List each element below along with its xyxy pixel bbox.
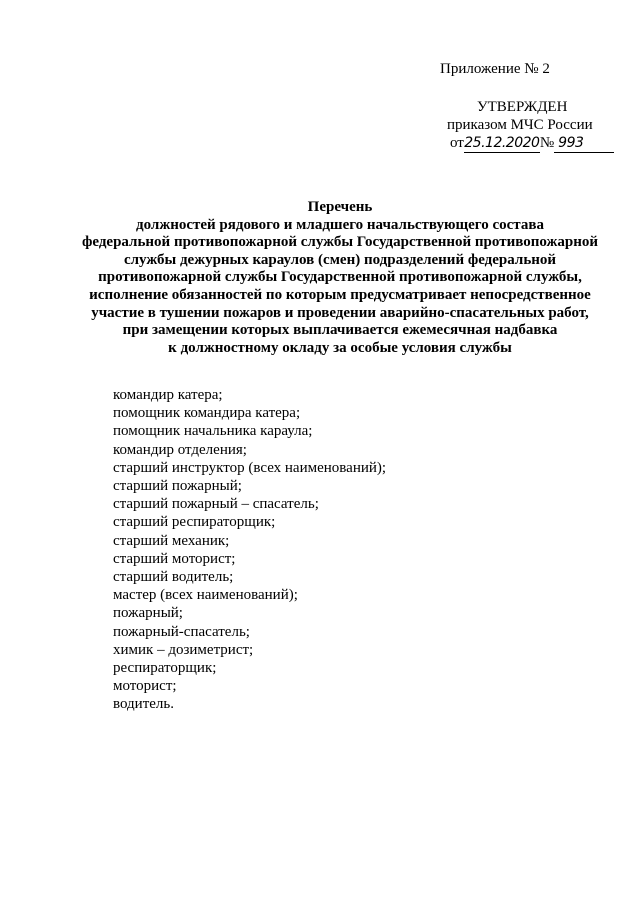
list-item: командир отделения; bbox=[113, 441, 247, 458]
list-item: старший респираторщик; bbox=[113, 514, 276, 531]
title-heading: Перечень bbox=[307, 199, 373, 215]
handwritten-date: 25.12.2020 bbox=[464, 135, 540, 151]
list-item: респираторщик; bbox=[113, 660, 217, 677]
list-item: старший механик; bbox=[113, 532, 230, 549]
order-date-number-line bbox=[440, 134, 610, 153]
list-item: моторист; bbox=[113, 678, 177, 695]
approved-label: УТВЕРЖДЕН bbox=[477, 99, 568, 115]
list-item: старший пожарный; bbox=[113, 478, 242, 495]
handwritten-number: 993 bbox=[554, 134, 614, 153]
title-line: к должностному окладу за особые условия службы bbox=[168, 339, 512, 356]
from-label: от bbox=[450, 135, 464, 151]
list-item: старший инструктор (всех наименований); bbox=[113, 459, 387, 476]
title-line: при замещении которых выплачивается ежемесячная надбавка bbox=[122, 322, 558, 339]
list-item: старший моторист; bbox=[113, 550, 236, 567]
order-by-label: приказом МЧС России bbox=[447, 117, 593, 133]
positions-list bbox=[113, 386, 593, 714]
list-item: старший пожарный – спасатель; bbox=[113, 496, 319, 513]
list-item: водитель. bbox=[113, 696, 174, 713]
document-title bbox=[60, 199, 620, 357]
approval-block bbox=[440, 98, 610, 153]
list-item: химик – дозиметрист; bbox=[113, 641, 254, 658]
title-line: участие в тушении пожаров и проведении аварийно-спасательных работ, bbox=[91, 304, 589, 321]
title-line: должностей рядового и младшего начальствующего состава bbox=[136, 216, 544, 233]
list-item: помощник командира катера; bbox=[113, 405, 301, 422]
list-item: старший водитель; bbox=[113, 569, 234, 586]
appendix-label: Приложение № 2 bbox=[440, 61, 550, 77]
list-item: пожарный-спасатель; bbox=[113, 623, 250, 640]
title-line: службы дежурных караулов (смен) подразделений федеральной bbox=[123, 251, 557, 268]
list-item: помощник начальника караула; bbox=[113, 423, 313, 440]
title-line: исполнение обязанностей по которым предусматривает непосредственное bbox=[89, 286, 591, 303]
list-item: пожарный; bbox=[113, 605, 183, 622]
list-item: мастер (всех наименований); bbox=[113, 587, 298, 604]
number-label: № bbox=[539, 135, 555, 151]
list-item: командир катера; bbox=[113, 387, 223, 403]
title-line: федеральной противопожарной службы Государственной противопожарной bbox=[82, 234, 598, 251]
title-line: противопожарной службы Государственной противопожарной службы, bbox=[98, 269, 582, 286]
